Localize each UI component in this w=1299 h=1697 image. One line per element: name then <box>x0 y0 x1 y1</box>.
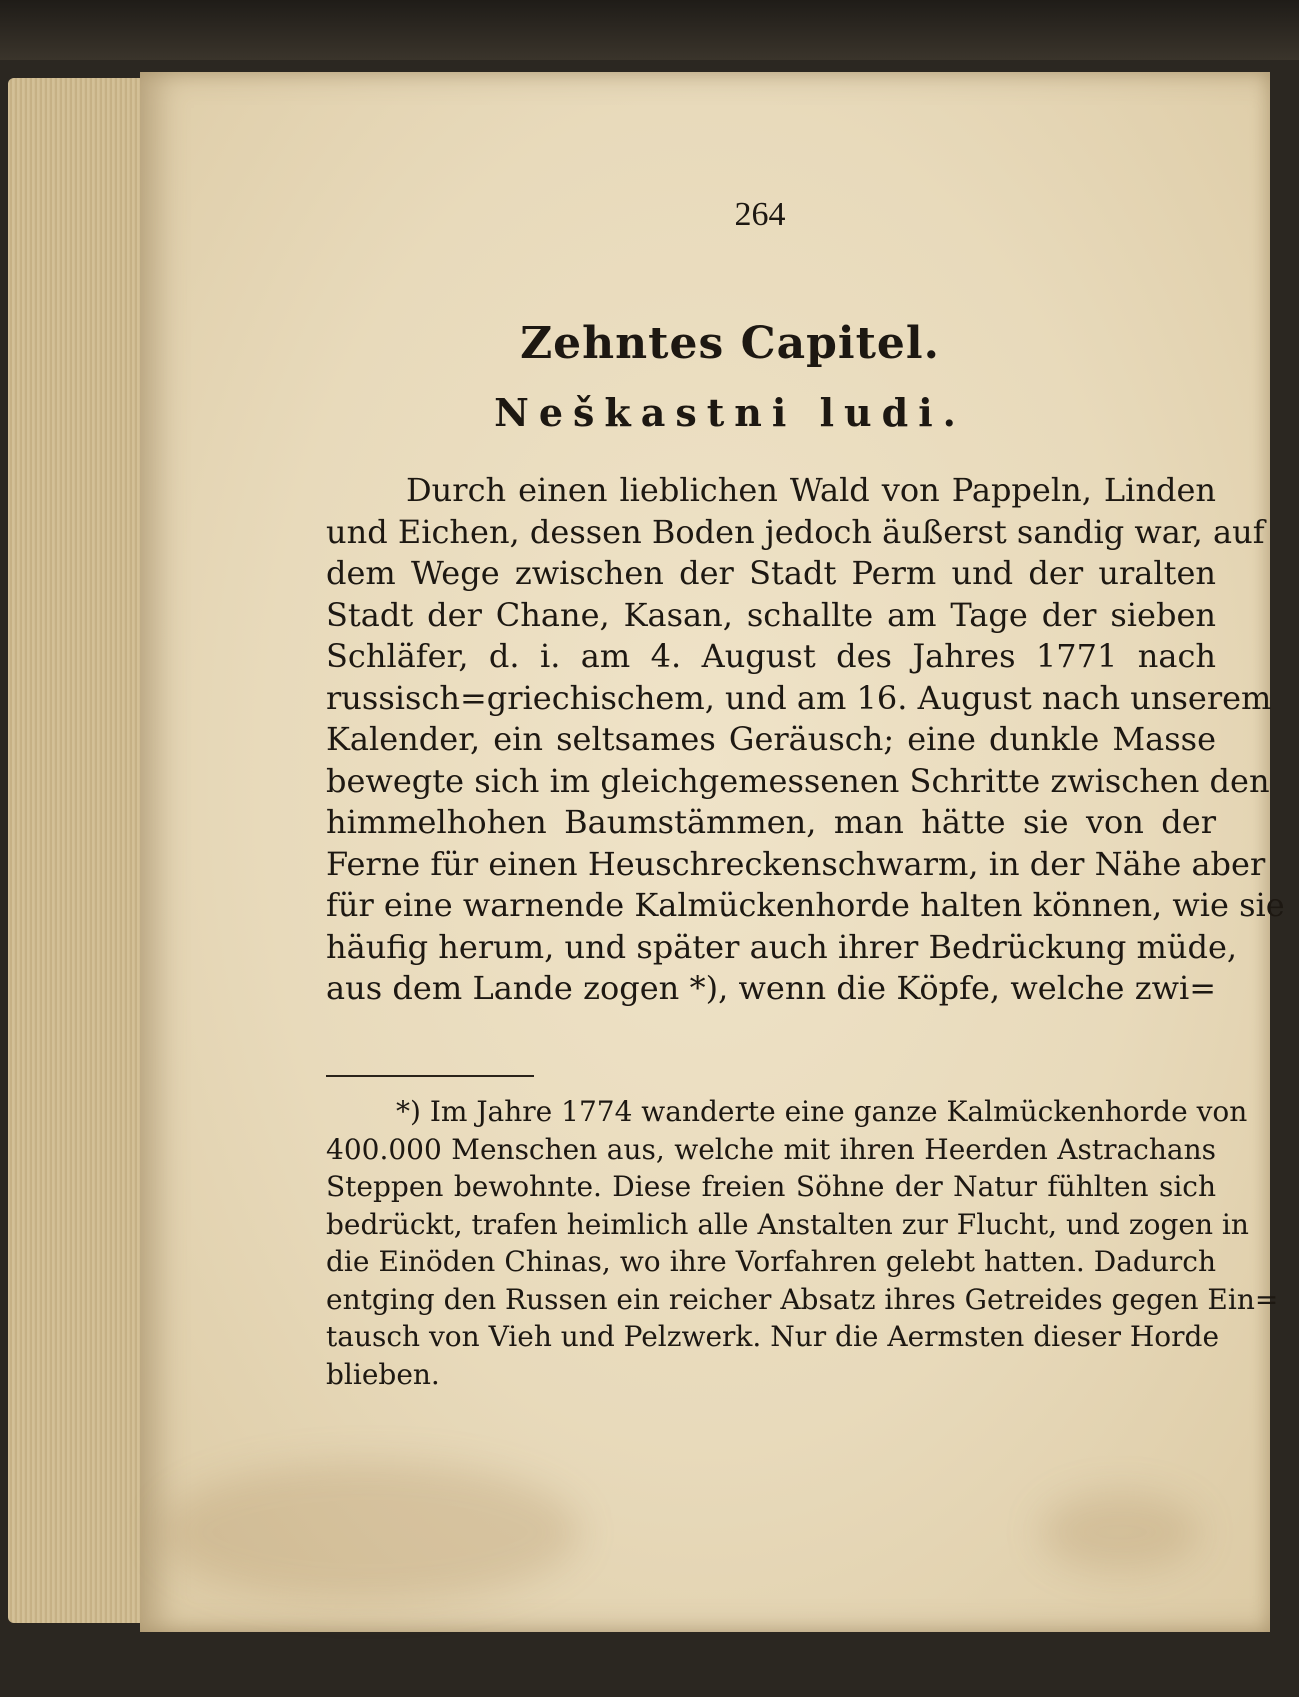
footnote <box>326 1093 1279 1393</box>
body-line: Schläfer, d. i. am 4. August des Jahres 1771 nach <box>326 637 1216 675</box>
footnote-line: blieben. <box>326 1357 440 1391</box>
body-line: Kalender, ein seltsames Geräusch; eine dunkle Masse <box>326 720 1216 758</box>
footnote-line: 400.000 Menschen aus, welche mit ihren Heerden Astrachans <box>326 1132 1216 1166</box>
body-line: bewegte sich im gleichgemessenen Schritte zwischen den <box>326 761 1270 800</box>
body-line: häufig herum, und später auch ihrer Bedrückung müde, <box>326 927 1238 966</box>
footnote-line: die Einöden Chinas, wo ihre Vorfahren gelebt hatten. Dadurch <box>326 1245 1216 1278</box>
body-line: Durch einen lieblichen Wald von Pappeln, Linden <box>406 471 1216 509</box>
body-line: Stadt der Chane, Kasan, schallte am Tage der sieben <box>326 595 1216 634</box>
body-line: himmelhohen Baumstämmen, man hätte sie von der <box>326 803 1216 841</box>
chapter-subtitle: Neškastni ludi. <box>494 390 966 435</box>
footnote-line: *) Im Jahre 1774 wanderte eine ganze Kalmückenhorde von <box>396 1095 1248 1128</box>
page-stain <box>1040 1492 1200 1572</box>
body-line: russisch=griechischem, und am 16. August nach unserem <box>326 678 1272 717</box>
page-stain <box>160 1462 580 1602</box>
footnote-line: tausch von Vieh und Pelzwerk. Nur die Aermsten dieser Horde <box>326 1320 1220 1353</box>
body-line: für eine warnende Kalmückenhorde halten können, wie sie <box>326 886 1285 924</box>
page-number: 264 <box>734 196 786 233</box>
page-block-edges <box>8 78 158 1623</box>
body-line: Ferne für einen Heuschreckenschwarm, in der Nähe aber <box>326 844 1266 883</box>
footnote-line: Steppen bewohnte. Diese freien Söhne der Natur fühlten sich <box>326 1170 1216 1203</box>
footnote-divider <box>326 1075 534 1077</box>
body-line: und Eichen, dessen Boden jedoch äußerst sandig war, auf <box>326 512 1265 551</box>
book-top-edge <box>0 0 1299 60</box>
body-line: dem Wege zwischen der Stadt Perm und der uralten <box>326 554 1216 592</box>
footnote-line: bedrückt, trafen heimlich alle Anstalten zur Flucht, und zogen in <box>326 1207 1249 1241</box>
body-line: aus dem Lande zogen *), wenn die Köpfe, welche zwi= <box>326 969 1216 1007</box>
footnote-line: entging den Russen ein reicher Absatz ihres Getreides gegen Ein= <box>326 1282 1279 1316</box>
chapter-title: Zehntes Capitel. <box>520 318 940 369</box>
body-text <box>326 470 1285 1010</box>
